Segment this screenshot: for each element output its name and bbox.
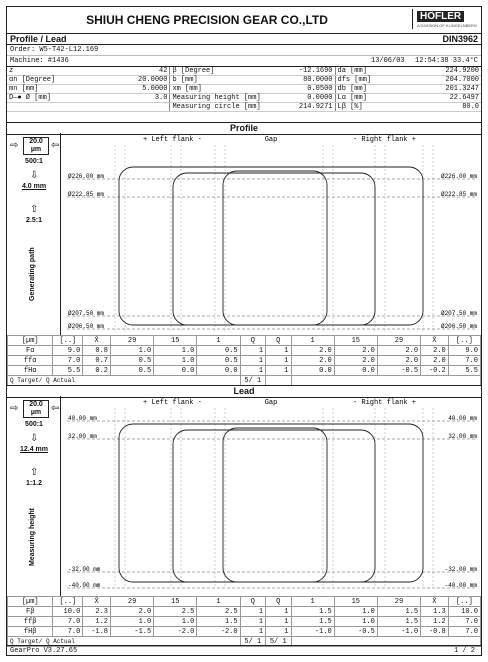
reference-label-left: Ø207.50 mm: [68, 310, 105, 317]
profile-scale-box: 20.0 µm: [23, 137, 49, 155]
profile-deviation-table: [7, 335, 481, 386]
deviation-header-cell: [..]: [448, 597, 480, 607]
deviation-value: -0.5: [334, 627, 377, 637]
param-cell: 0.0500: [263, 85, 335, 94]
machine-number: Machine: #1436: [10, 57, 69, 65]
deviation-value: 1.0: [334, 617, 377, 627]
reference-label-left: Ø226.00 mm: [68, 173, 105, 180]
deviation-value: 0.5: [111, 366, 154, 376]
deviation-header-cell: 29: [377, 597, 420, 607]
deviation-value: 1: [240, 617, 265, 627]
deviation-header-cell: 29: [377, 336, 420, 346]
deviation-label: Fα: [8, 346, 53, 356]
deviation-value: 0.0: [154, 366, 197, 376]
deviation-value: 2.0: [111, 607, 154, 617]
param-cell: 3.0: [86, 94, 170, 103]
param-cell: 224.9200: [411, 67, 481, 76]
lead-scale-panel: [7, 396, 61, 596]
deviation-value: 7.0: [448, 356, 480, 366]
reference-label-right: 32.00 mm: [448, 433, 477, 440]
param-cell: β [Degree]: [170, 67, 263, 76]
down-arrow-icon: ⇩: [30, 433, 39, 444]
deviation-row: [8, 617, 481, 627]
measuring-height-label: Measuring height: [29, 508, 36, 566]
deviation-header-cell: [..]: [448, 336, 480, 346]
deviation-value: 1: [266, 366, 291, 376]
reference-label-left: Ø206.50 mm: [68, 323, 105, 330]
lead-section-title: Lead: [7, 385, 481, 398]
profile-scale-panel: [7, 133, 61, 335]
title-row: [7, 33, 481, 45]
param-cell: dfs [mm]: [335, 76, 411, 85]
standard-label: DIN3962: [442, 34, 478, 44]
reference-label-left: 40.00 mm: [68, 415, 97, 422]
deviation-header-cell: X̄: [83, 336, 111, 346]
deviation-value: 0.5: [197, 356, 240, 366]
param-cell: [86, 103, 170, 112]
deviation-value: 1: [240, 356, 265, 366]
param-cell: Measuring circle [mm]: [170, 103, 263, 112]
reference-label-right: Ø206.50 mm: [440, 323, 477, 330]
deviation-value: -2.0: [154, 627, 197, 637]
report-page: [6, 6, 482, 656]
deviation-value: -1.0: [291, 627, 334, 637]
deviation-value: 2.0: [377, 356, 420, 366]
deviation-value: 1: [266, 627, 291, 637]
deviation-value: 2.3: [83, 607, 111, 617]
param-cell: 0.0000: [263, 94, 335, 103]
deviation-value: 10.0: [53, 607, 83, 617]
deviation-header-cell: 15: [334, 336, 377, 346]
param-row: [7, 67, 481, 76]
profile-ratio-bottom: 2.5:1: [26, 217, 42, 224]
deviation-row: [8, 627, 481, 637]
deviation-row: [8, 366, 481, 376]
deviation-header-cell: X̄: [421, 597, 449, 607]
logo-subtitle: A DIVISION OF KLINGELNBERG: [417, 23, 478, 28]
profile-plot: [63, 133, 481, 335]
right-arrow-icon: ⇨: [10, 403, 19, 414]
order-number: Order: W5-T42-L12.169: [10, 46, 99, 54]
deviation-label: fHα: [8, 366, 53, 376]
deviation-value: 2.0: [377, 346, 420, 356]
deviation-value: 2.0: [291, 356, 334, 366]
deviation-value: 1: [266, 617, 291, 627]
lead-plot: [63, 396, 481, 596]
deviation-value: 7.0: [53, 356, 83, 366]
machine-row: [7, 56, 481, 67]
deviation-header-cell: Q: [266, 336, 291, 346]
report-date: 13/06/03: [371, 57, 405, 65]
deviation-header-cell: Q: [266, 597, 291, 607]
up-arrow-icon: ⇧: [30, 467, 39, 478]
deviation-value: 1.2: [83, 617, 111, 627]
deviation-value: 10.0: [448, 607, 480, 617]
deviation-header-cell: 1: [291, 336, 334, 346]
lead-scale-box: 20.0 µm: [23, 400, 49, 418]
right-arrow-icon: ⇨: [10, 140, 19, 151]
deviation-value: 1: [266, 607, 291, 617]
gear-parameters-table: [7, 67, 481, 112]
quality-right: 5/ 1: [266, 637, 291, 647]
param-row: [7, 85, 481, 94]
gap-label: Gap: [264, 136, 278, 144]
deviation-header-cell: [..]: [53, 336, 83, 346]
param-cell: z: [7, 67, 86, 76]
lead-ratio-bottom: 1:1.2: [26, 480, 42, 487]
reference-label-right: 40.00 mm: [448, 415, 477, 422]
quality-left: 5/ 1: [240, 376, 265, 386]
deviation-value: 1.5: [291, 607, 334, 617]
left-flank-label: + Left flank -: [143, 399, 202, 407]
deviation-value: 1.0: [111, 346, 154, 356]
param-cell: Lβ [%]: [335, 103, 411, 112]
deviation-row: [8, 346, 481, 356]
param-cell: -12.1690: [263, 67, 335, 76]
deviation-value: 1.5: [197, 617, 240, 627]
deviation-value: 1.0: [154, 346, 197, 356]
deviation-value: 2.5: [197, 607, 240, 617]
reference-label-left: -32.00 mm: [68, 566, 101, 573]
reference-label-right: Ø222.85 mm: [440, 191, 477, 198]
deviation-header-cell: [µm]: [8, 597, 53, 607]
hofler-logo: [412, 9, 479, 29]
deviation-value: 1: [240, 366, 265, 376]
param-cell: 80.0000: [263, 76, 335, 85]
deviation-value: 0.5: [111, 356, 154, 366]
logo-mark: HÖFLER: [417, 11, 464, 22]
deviation-value: 1: [240, 346, 265, 356]
deviation-value: 7.0: [448, 627, 480, 637]
deviation-row: [8, 356, 481, 366]
deviation-value: 1.5: [377, 617, 420, 627]
param-cell: [7, 103, 86, 112]
deviation-value: 1.0: [154, 356, 197, 366]
generating-path-label: Generating path: [29, 247, 36, 301]
deviation-value: -2.0: [197, 627, 240, 637]
quality-blank: [291, 376, 481, 386]
deviation-value: -0.2: [421, 366, 449, 376]
left-arrow-icon: ⇦: [51, 403, 60, 414]
tooth-trace: [119, 167, 423, 325]
deviation-value: 2.0: [334, 356, 377, 366]
param-cell: αn [Degree]: [7, 76, 86, 85]
param-cell: mn [mm]: [7, 85, 86, 94]
tooth-trace: [119, 424, 423, 582]
reference-label-right: Ø207.50 mm: [440, 310, 477, 317]
param-cell: xm [mm]: [170, 85, 263, 94]
report-time: 12:54:38: [415, 57, 449, 65]
param-cell: db [mm]: [335, 85, 411, 94]
deviation-value: 1: [266, 346, 291, 356]
deviation-value: 0.0: [197, 366, 240, 376]
reference-label-left: -40.00 mm: [68, 582, 101, 589]
deviation-value: 0.8: [83, 346, 111, 356]
deviation-value: 1: [240, 627, 265, 637]
software-version: GearPro V3.27.65: [10, 647, 78, 655]
param-cell: 22.6497: [411, 94, 481, 103]
param-cell: Lα [mm]: [335, 94, 411, 103]
deviation-header-cell: 29: [111, 597, 154, 607]
page-number: 1 / 2: [453, 647, 475, 655]
order-row: [7, 45, 481, 56]
reference-label-right: -32.00 mm: [444, 566, 477, 573]
deviation-value: 7.0: [53, 627, 83, 637]
param-cell: 214.9271: [263, 103, 335, 112]
deviation-header-cell: Q: [240, 597, 265, 607]
quality-left: 5/ 1: [240, 637, 265, 647]
deviation-value: 1.2: [421, 617, 449, 627]
report-header: [7, 7, 481, 34]
deviation-value: -0.5: [377, 366, 420, 376]
deviation-header-cell: 1: [197, 336, 240, 346]
param-cell: Measuring height [mm]: [170, 94, 263, 103]
deviation-value: 0.7: [83, 356, 111, 366]
deviation-header-cell: 29: [111, 336, 154, 346]
tooth-trace: [173, 430, 375, 582]
deviation-label: ffβ: [8, 617, 53, 627]
quality-label: Q Target/ Q Actual: [8, 637, 241, 647]
profile-ratio-top: 500:1: [25, 158, 43, 165]
tooth-trace: [223, 171, 327, 325]
deviation-value: 0.0: [291, 366, 334, 376]
deviation-value: 1.5: [291, 617, 334, 627]
down-arrow-icon: ⇩: [30, 170, 39, 181]
report-temp: 33.4°C: [452, 57, 478, 65]
quality-label: Q Target/ Q Actual: [8, 376, 241, 386]
deviation-value: 2.0: [291, 346, 334, 356]
param-row: [7, 76, 481, 85]
lead-scale-mm: 12.4 mm: [19, 446, 49, 453]
deviation-value: 1: [266, 356, 291, 366]
deviation-label: ffα: [8, 356, 53, 366]
reference-label-right: -40.00 mm: [444, 582, 477, 589]
deviation-value: 5.5: [53, 366, 83, 376]
deviation-value: 1.3: [421, 607, 449, 617]
report-title: Profile / Lead: [10, 34, 67, 44]
left-arrow-icon: ⇦: [51, 140, 60, 151]
deviation-value: 2.0: [421, 346, 449, 356]
deviation-value: 0.0: [334, 366, 377, 376]
gap-label: Gap: [264, 399, 278, 407]
deviation-header-row: [8, 597, 481, 607]
deviation-label: Fβ: [8, 607, 53, 617]
deviation-header-cell: 15: [154, 597, 197, 607]
right-flank-label: - Right flank +: [353, 399, 417, 407]
deviation-value: -1.8: [83, 627, 111, 637]
quality-right: [266, 376, 291, 386]
deviation-value: 2.0: [334, 346, 377, 356]
deviation-value: 0.5: [197, 346, 240, 356]
deviation-value: 5.5: [448, 366, 480, 376]
deviation-value: -0.8: [421, 627, 449, 637]
deviation-header-cell: X̄: [421, 336, 449, 346]
deviation-header-cell: X̄: [83, 597, 111, 607]
deviation-value: 2.5: [154, 607, 197, 617]
deviation-header-cell: 15: [154, 336, 197, 346]
quality-row: [8, 376, 481, 386]
lead-deviation-table: [7, 596, 481, 647]
left-flank-label: + Left flank -: [143, 136, 202, 144]
param-cell: 204.7000: [411, 76, 481, 85]
deviation-value: 9.0: [448, 346, 480, 356]
param-row: [7, 103, 481, 112]
deviation-value: 1: [240, 607, 265, 617]
deviation-header-cell: [..]: [53, 597, 83, 607]
deviation-value: -1.0: [377, 627, 420, 637]
param-cell: 80.0: [411, 103, 481, 112]
right-flank-label: - Right flank +: [353, 136, 417, 144]
param-cell: 20.0000: [86, 76, 170, 85]
reference-label-left: 32.00 mm: [68, 433, 97, 440]
deviation-row: [8, 607, 481, 617]
deviation-value: 2.0: [421, 356, 449, 366]
deviation-value: 7.0: [53, 617, 83, 627]
deviation-value: 1.0: [111, 617, 154, 627]
param-cell: da [mm]: [335, 67, 411, 76]
up-arrow-icon: ⇧: [30, 204, 39, 215]
deviation-header-row: [8, 336, 481, 346]
deviation-header-cell: 15: [334, 597, 377, 607]
tooth-trace: [223, 428, 327, 582]
reference-label-left: Ø222.85 mm: [68, 191, 105, 198]
profile-section-title: Profile: [7, 122, 481, 135]
param-cell: b [mm]: [170, 76, 263, 85]
lead-ratio-top: 500:1: [25, 421, 43, 428]
reference-label-right: Ø226.00 mm: [440, 173, 477, 180]
deviation-value: -1.5: [111, 627, 154, 637]
profile-scale-mm: 4.0 mm: [21, 183, 47, 190]
tooth-trace: [173, 173, 375, 325]
deviation-header-cell: Q: [240, 336, 265, 346]
deviation-value: 1.0: [334, 607, 377, 617]
deviation-value: 1.0: [154, 617, 197, 627]
company-name: SHIUH CHENG PRECISION GEAR CO.,LTD: [86, 13, 328, 27]
deviation-value: 0.2: [83, 366, 111, 376]
deviation-label: fHβ: [8, 627, 53, 637]
param-cell: 5.0000: [86, 85, 170, 94]
param-cell: D—● Ø [mm]: [7, 94, 86, 103]
deviation-header-cell: 1: [197, 597, 240, 607]
deviation-value: 1.5: [377, 607, 420, 617]
param-cell: 201.3247: [411, 85, 481, 94]
deviation-header-cell: 1: [291, 597, 334, 607]
param-row: [7, 94, 481, 103]
param-cell: 42: [86, 67, 170, 76]
footer: [7, 645, 481, 657]
deviation-header-cell: [µm]: [8, 336, 53, 346]
deviation-value: 9.0: [53, 346, 83, 356]
deviation-value: 7.0: [448, 617, 480, 627]
